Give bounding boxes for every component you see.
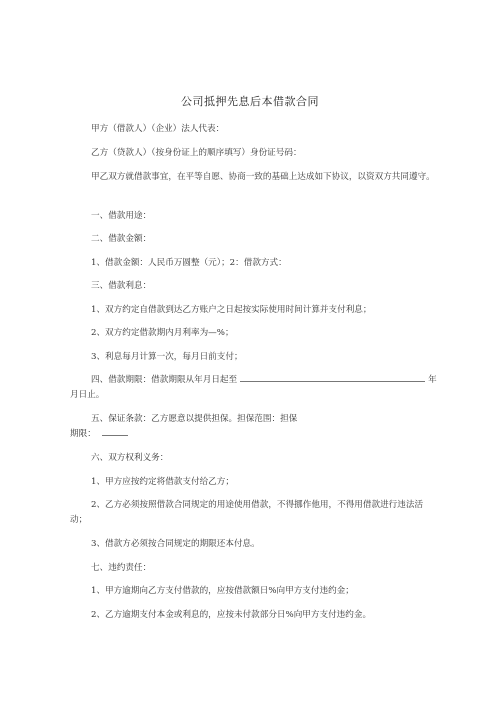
term-clause-end: 月日止。 [70,390,105,400]
document-title: 公司抵押先息后本借款合同 [181,95,319,108]
section-rights: 六、双方权利义务： [91,453,169,463]
term-end-blank [240,373,425,382]
section-amount: 二、借款金额： [91,234,152,244]
section-liability: 七、违约责任： [91,563,152,573]
amount-clause: 1、借款金额：人民币万圆整（元）；2：借款方式： [91,258,287,268]
interest-clause-1: 1、双方约定自借款到达乙方账户之日起按实际使用时间计算并支付利息； [91,305,372,315]
guarantee-period-label: 期限： [70,429,96,439]
party-b-line: 乙方（贷款人）（按身份证上的顺序填写）身份证号码： [91,148,302,158]
term-clause [70,373,461,388]
section-purpose: 一、借款用途： [91,211,152,221]
party-a-line: 甲方（借款人）（企业）法人代表： [91,124,225,134]
section-interest: 三、借款利息： [91,281,152,291]
liability-clause-2: 2、乙方逾期支付本金或利息的，应按未付款部分日%向甲方支付违约金。 [91,610,372,620]
interest-clause-3: 3、利息每月计算一次，每月日前支付； [91,352,243,362]
guarantee-period [70,427,440,442]
rights-clause-1: 1、甲方应按约定将借款支付给乙方； [91,477,234,487]
rights-clause-2: 2、乙方必须按照借款合同规定的用途使用借款，不得挪作他用，不得用借款进行违法活动； [70,500,424,525]
liability-clause-1: 1、甲方逾期向乙方支付借款的，应按借款额日%向甲方支付违约金； [91,586,354,596]
interest-clause-2: 2、双方约定借款期内月利率为—%； [91,328,234,338]
term-clause-text: 四、借款期限：借款期限从年月日起至 [91,375,238,385]
guarantee-period-blank [102,427,128,436]
term-year-text: 年 [428,375,437,385]
guarantee-clause: 五、保证条款：乙方愿意以提供担保。担保范围：担保 [91,414,298,424]
rights-clause-3: 3、借款方必须按合同规定的期限还本付息。 [91,539,260,549]
preamble-paragraph: 甲乙双方就借款事宜，在平等自愿、协商一致的基础上达成如下协议，以资双方共同遵守。 [91,172,435,182]
